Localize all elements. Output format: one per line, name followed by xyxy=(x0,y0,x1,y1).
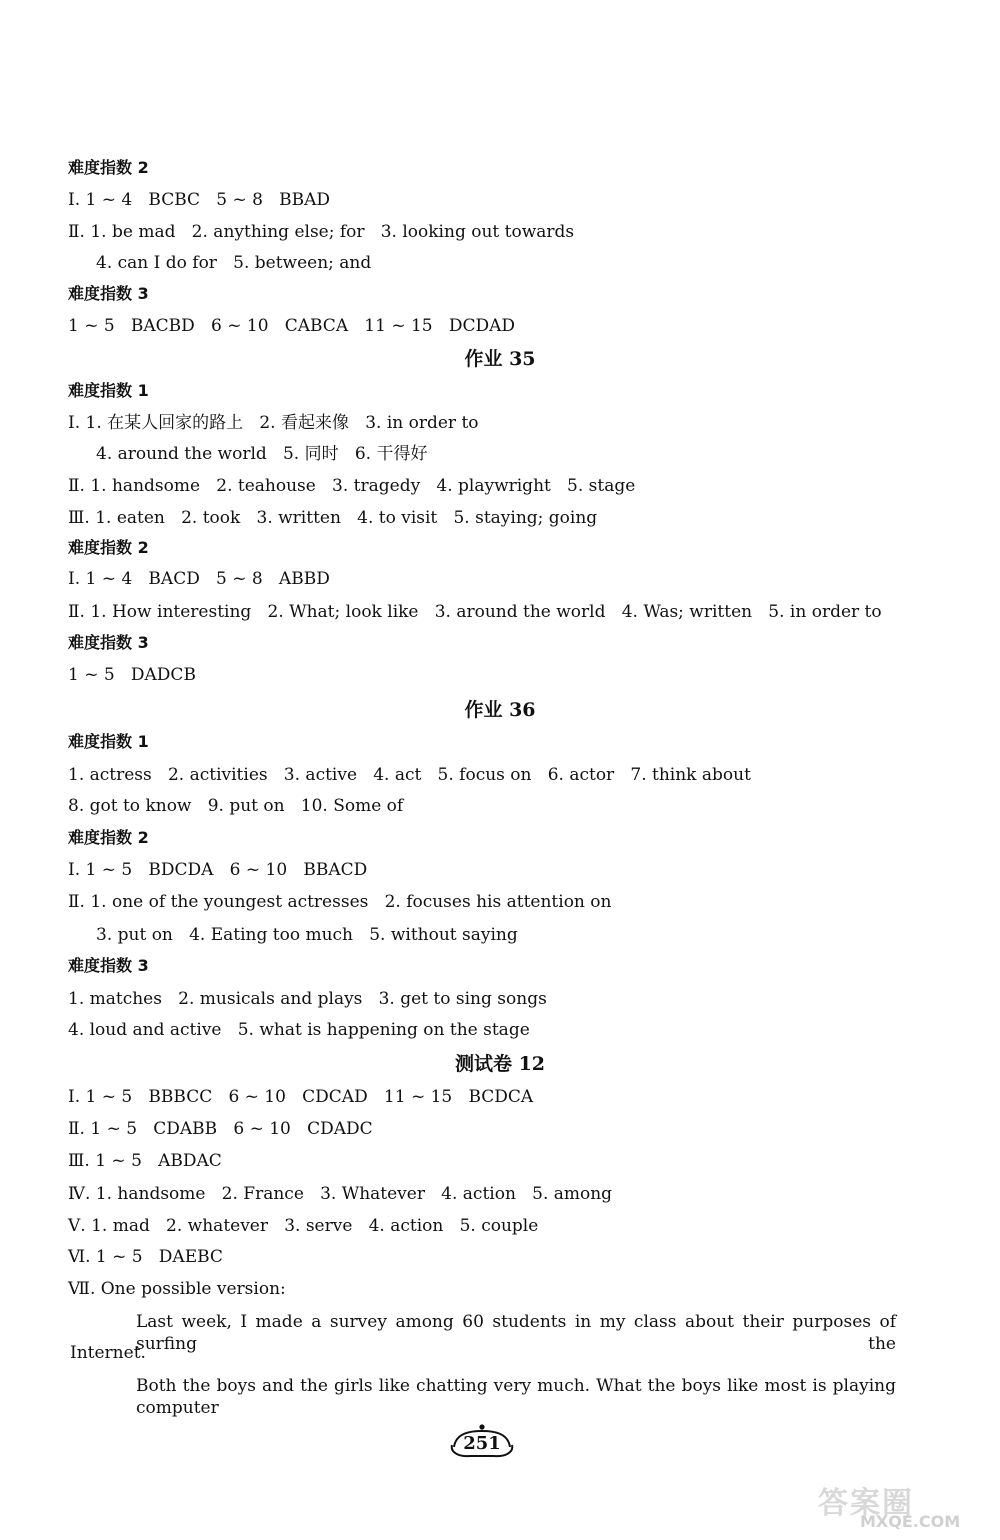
difficulty-level-heading: 难度指数 3 xyxy=(68,284,149,303)
answer-line: Ⅰ. 1 ~ 4 BACD 5 ~ 8 ABBD xyxy=(68,569,330,589)
essay-paragraph-line: Both the boys and the girls like chatting very much. What the boys like most is playing computer xyxy=(136,1376,896,1418)
answer-line: Ⅱ. 1. one of the youngest actresses 2. focuses his attention on xyxy=(68,892,612,912)
answer-line: 8. got to know 9. put on 10. Some of xyxy=(68,796,404,816)
essay-paragraph-line: Last week, I made a survey among 60 students in my class about their purposes of surfing the xyxy=(136,1312,896,1354)
watermark-logo xyxy=(818,1478,990,1534)
watermark-url: MXQE.COM xyxy=(860,1512,961,1531)
answer-line: Ⅰ. 1 ~ 5 BDCDA 6 ~ 10 BBACD xyxy=(68,860,368,880)
answer-line: Ⅰ. 1 ~ 4 BCBC 5 ~ 8 BBAD xyxy=(68,190,331,210)
answer-line: Ⅳ. 1. handsome 2. France 3. Whatever 4. action 5. among xyxy=(68,1184,613,1204)
difficulty-level-heading: 难度指数 1 xyxy=(68,381,149,400)
page-number: 251 xyxy=(463,1433,501,1454)
difficulty-level-heading: 难度指数 3 xyxy=(68,633,149,652)
answer-line: 1 ~ 5 BACBD 6 ~ 10 CABCA 11 ~ 15 DCDAD xyxy=(68,316,516,336)
answer-line: Ⅰ. 1 ~ 5 BBBCC 6 ~ 10 CDCAD 11 ~ 15 BCDCA xyxy=(68,1087,534,1107)
difficulty-level-heading: 难度指数 2 xyxy=(68,538,149,557)
answer-line: Ⅱ. 1. handsome 2. teahouse 3. tragedy 4. playwright 5. stage xyxy=(68,476,636,496)
answer-line: Ⅱ. 1. How interesting 2. What; look like 3. around the world 4. Was; written 5. in order to xyxy=(68,602,882,622)
answer-line: 1. actress 2. activities 3. active 4. act 5. focus on 6. actor 7. think about xyxy=(68,765,751,785)
difficulty-level-heading: 难度指数 2 xyxy=(68,158,149,177)
difficulty-level-heading: 难度指数 1 xyxy=(68,732,149,751)
answer-line: Ⅲ. 1 ~ 5 ABDAC xyxy=(68,1151,222,1171)
answer-line: Ⅵ. 1 ~ 5 DAEBC xyxy=(68,1247,223,1267)
answer-line: 1 ~ 5 DADCB xyxy=(68,665,196,685)
difficulty-level-heading: 难度指数 2 xyxy=(68,828,149,847)
answer-line: Ⅲ. 1. eaten 2. took 3. written 4. to visit 5. staying; going xyxy=(68,508,598,528)
answer-line: Ⅴ. 1. mad 2. whatever 3. serve 4. action 5. couple xyxy=(68,1216,539,1236)
answer-line: Ⅶ. One possible version: xyxy=(68,1279,286,1299)
essay-paragraph-line: Internet. xyxy=(70,1343,146,1363)
answer-line: 1. matches 2. musicals and plays 3. get to sing songs xyxy=(68,989,547,1009)
section-title: 作业 35 xyxy=(464,348,536,370)
answer-line: 3. put on 4. Eating too much 5. without saying xyxy=(96,925,518,945)
watermark-text: 答案圈 xyxy=(818,1486,914,1521)
difficulty-level-heading: 难度指数 3 xyxy=(68,956,149,975)
answer-line: Ⅱ. 1 ~ 5 CDABB 6 ~ 10 CDADC xyxy=(68,1119,373,1139)
answer-line: 4. can I do for 5. between; and xyxy=(96,253,372,273)
page-number-badge xyxy=(450,1423,514,1459)
section-title: 测试卷 12 xyxy=(454,1053,546,1075)
answer-line: 4. loud and active 5. what is happening on the stage xyxy=(68,1020,530,1040)
answer-line: Ⅱ. 1. be mad 2. anything else; for 3. looking out towards xyxy=(68,222,575,242)
section-title: 作业 36 xyxy=(464,699,536,721)
answer-line: Ⅰ. 1. 在某人回家的路上 2. 看起来像 3. in order to xyxy=(68,413,479,433)
answer-line: 4. around the world 5. 同时 6. 干得好 xyxy=(96,444,428,464)
